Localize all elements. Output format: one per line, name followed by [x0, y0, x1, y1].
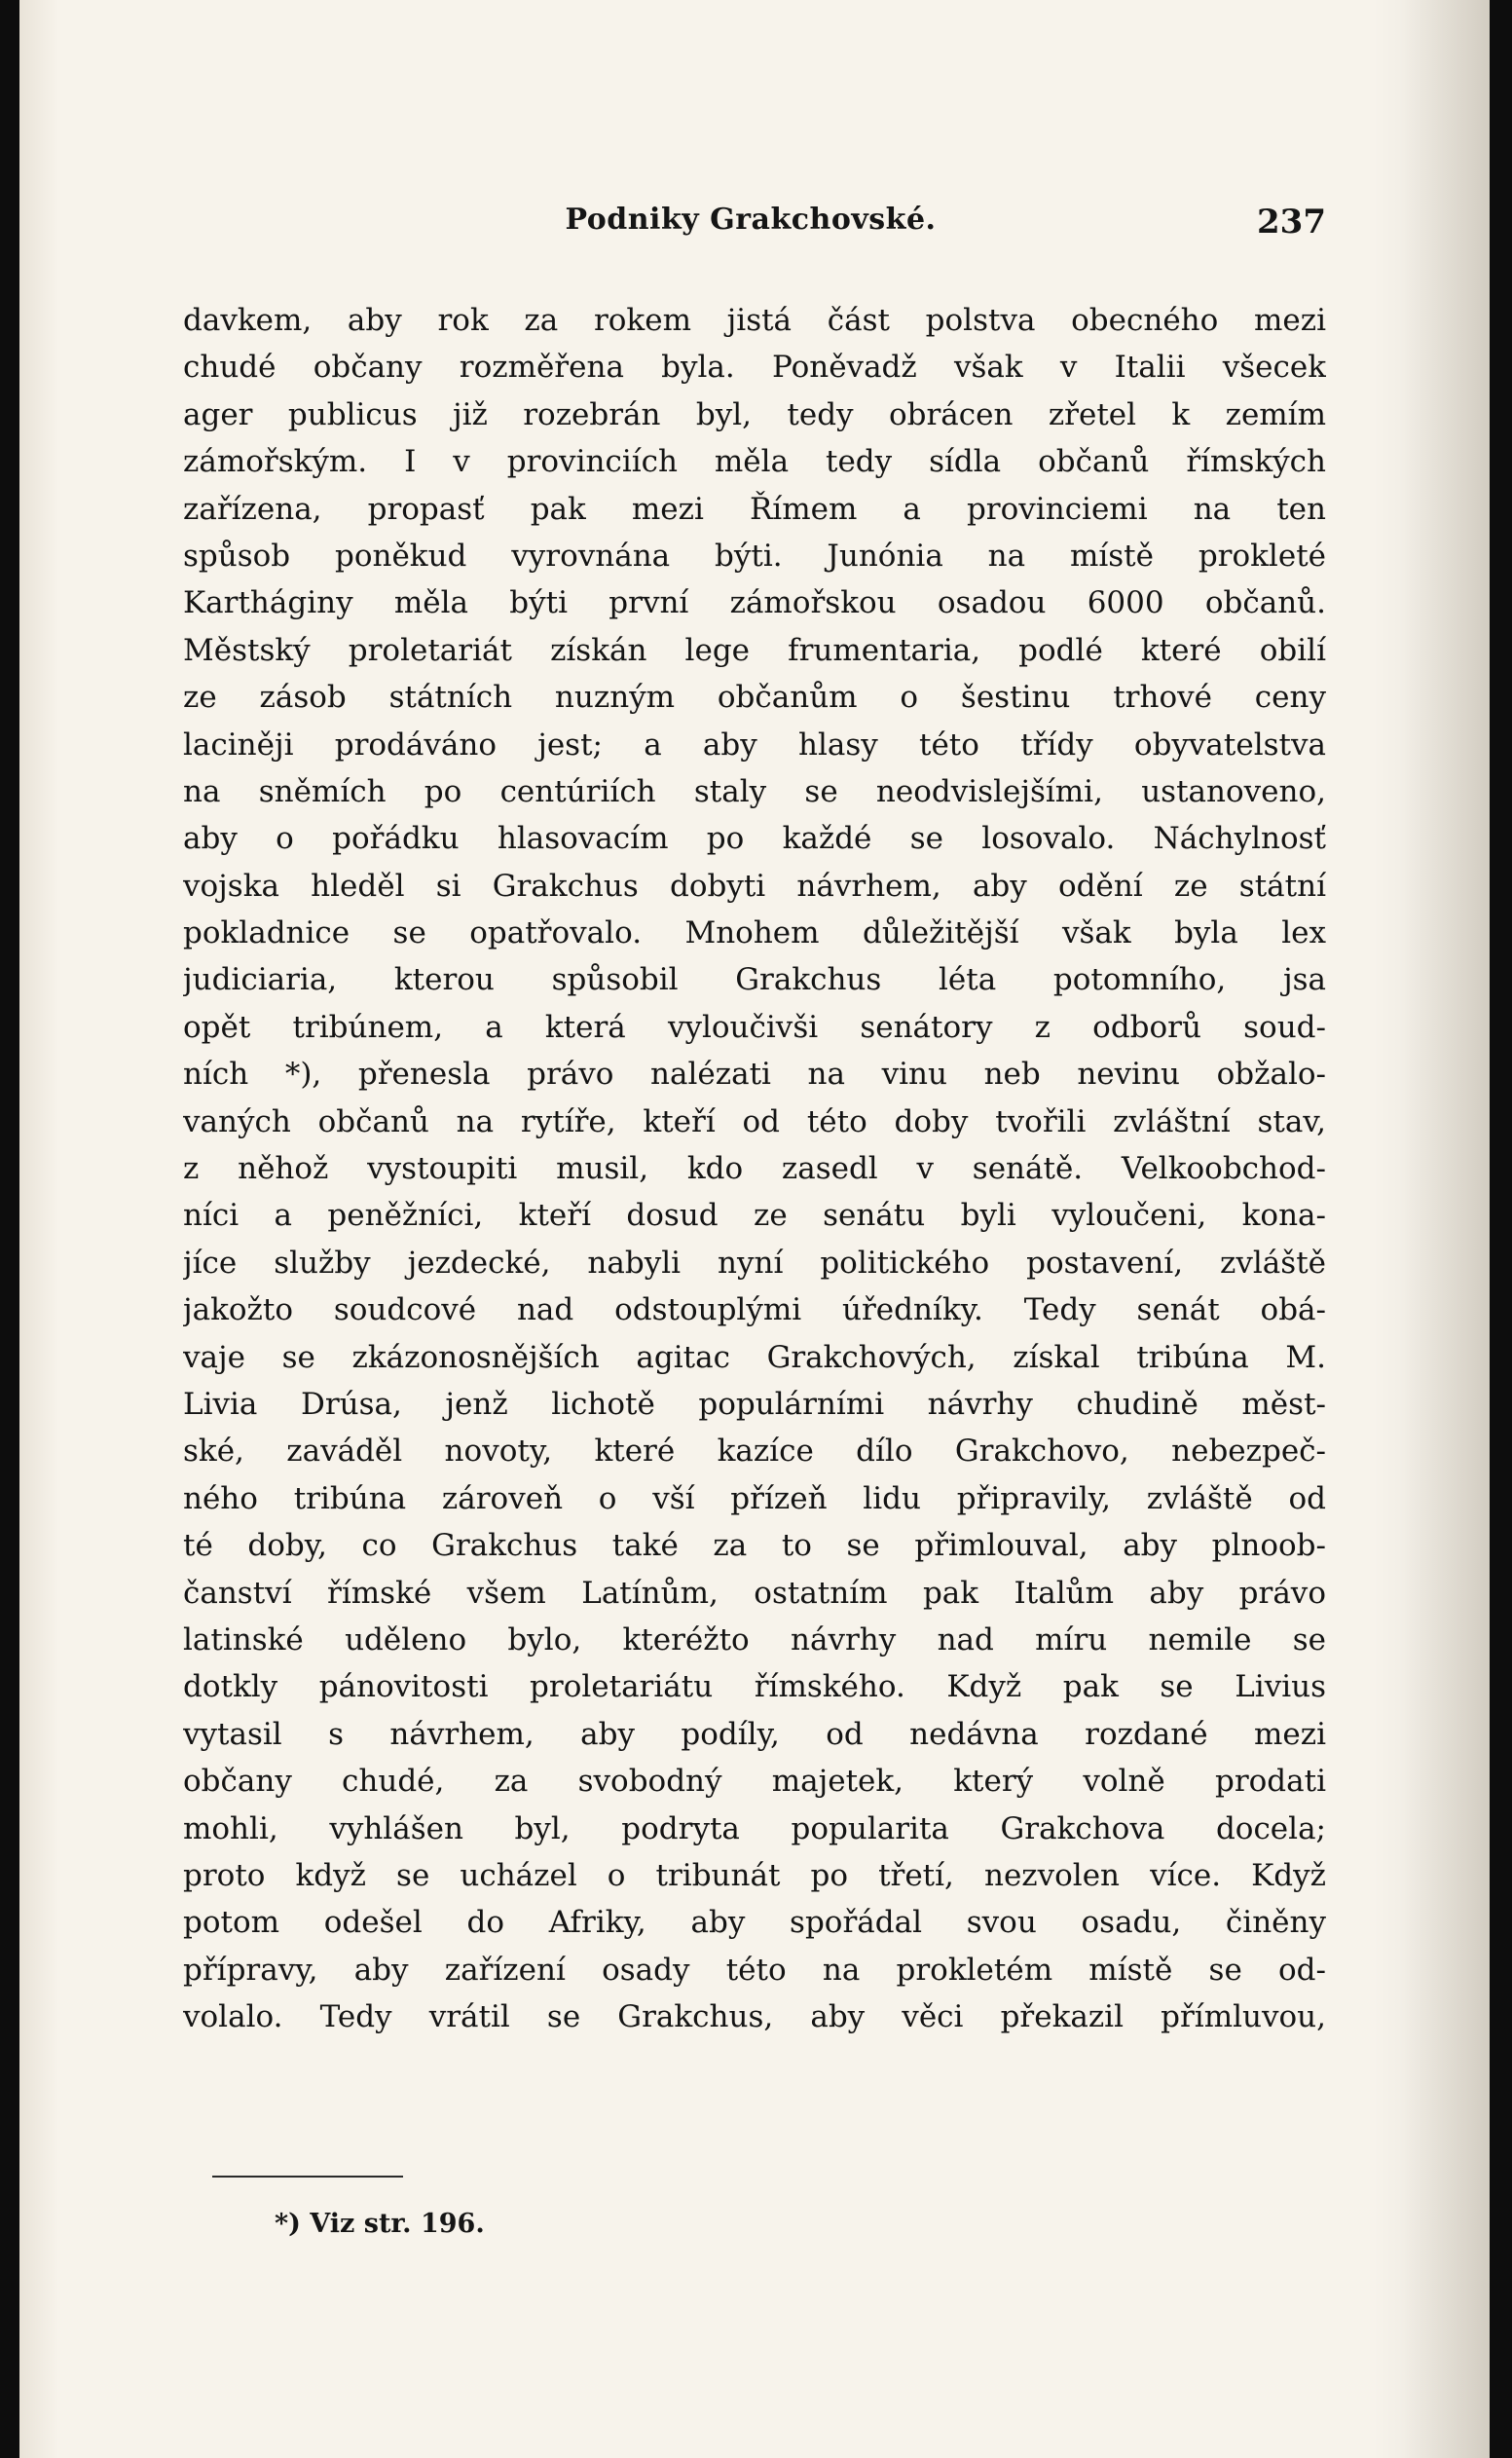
text-line: Městský proletariát získán lege frumentaria, podlé které obilí: [183, 632, 1326, 668]
text-line: proto když se ucházel o tribunát po třetí, nezvolen více. Když: [183, 1857, 1326, 1893]
body-text: [183, 297, 1326, 2040]
text-line: ské, zaváděl novoty, které kazíce dílo Grakchovo, nebezpeč-: [183, 1434, 1326, 1470]
text-line: potom odešel do Afriky, aby spořádal svou osadu, činěny: [183, 1905, 1326, 1941]
text-line: níci a peněžníci, kteří dosud ze senátu byli vyloučeni, kona-: [183, 1198, 1326, 1234]
text-line: Livia Drúsa, jenž lichotě populárními návrhy chudině měst-: [183, 1386, 1326, 1422]
text-line: vojska hleděl si Grakchus dobyti návrhem, aby odění ze státní: [183, 868, 1326, 904]
running-header: [175, 203, 1326, 249]
text-line: aby o pořádku hlasovacím po každé se losovalo. Náchylnosť: [183, 821, 1326, 857]
text-line: volalo. Tedy vrátil se Grakchus, aby věci překazil přímluvou,: [183, 1999, 1326, 2035]
text-line: zámořským. I v provinciích měla tedy sídla občanů římských: [183, 444, 1326, 480]
text-line: Kartháginy měla býti první zámořskou osadou 6000 občanů.: [183, 585, 1326, 621]
text-line: přípravy, aby zařízení osady této na prokletém místě se od-: [183, 1952, 1326, 1988]
text-line: opět tribúnem, a která vyloučivši senátory z odborů soud-: [183, 1009, 1326, 1045]
text-line: vaje se zkázonosnějších agitac Grakchových, získal tribúna M.: [183, 1339, 1326, 1375]
text-line: davkem, aby rok za rokem jistá část polstva obecného mezi: [183, 303, 1326, 338]
text-line: jíce služby jezdecké, nabyli nyní politického postavení, zvláště: [183, 1245, 1326, 1281]
text-line: občany chudé, za svobodný majetek, který volně prodati: [183, 1764, 1326, 1800]
book-page: [19, 0, 1490, 2458]
text-line: pokladnice se opatřovalo. Mnohem důležitější však byla lex: [183, 915, 1326, 951]
text-line: laciněji prodáváno jest; a aby hlasy této třídy obyvatelstva: [183, 726, 1326, 763]
text-line: jakožto soudcové nad odstouplými úředníky. Tedy senát obá-: [183, 1292, 1326, 1328]
text-line: na sněmích po centúriích staly se neodvislejšími, ustanoveno,: [183, 773, 1326, 809]
text-line: zařízena, propasť pak mezi Římem a provinciemi na ten: [183, 491, 1326, 527]
text-line: ager publicus již rozebrán byl, tedy obrácen zřetel k zemím: [183, 396, 1326, 432]
footnote-rule: [212, 2176, 403, 2178]
text-line: ného tribúna zároveň o vší přízeň lidu připravily, zvláště od: [183, 1480, 1326, 1516]
text-line: vytasil s návrhem, aby podíly, od nedávna rozdané mezi: [183, 1716, 1326, 1752]
text-line: ních *), přenesla právo nalézati na vinu neb nevinu obžalo-: [183, 1057, 1326, 1093]
text-line: z něhož vystoupiti musil, kdo zasedl v senátě. Velkoobchod-: [183, 1151, 1326, 1187]
footnote: *) Viz str. 196.: [275, 2209, 485, 2239]
text-line: té doby, co Grakchus také za to se přimlouval, aby plnoob-: [183, 1528, 1326, 1564]
text-line: spůsob poněkud vyrovnána býti. Junónia na místě prokleté: [183, 538, 1326, 574]
header-title: Podniky Grakchovské.: [565, 203, 937, 237]
text-line: judiciaria, kterou spůsobil Grakchus léta potomního, jsa: [183, 962, 1326, 998]
text-line: dotkly pánovitosti proletariátu římského. Když pak se Livius: [183, 1669, 1326, 1705]
text-line: chudé občany rozměřena byla. Poněvadž však v Italii všecek: [183, 350, 1326, 386]
page-number: 237: [1257, 203, 1326, 242]
text-line: ze zásob státních nuzným občanům o šestinu trhové ceny: [183, 680, 1326, 716]
text-line: vaných občanů na rytíře, kteří od této doby tvořili zvláštní stav,: [183, 1103, 1326, 1139]
page-edge-shadow: [1373, 0, 1490, 2458]
text-line: čanství římské všem Latínům, ostatním pak Italům aby právo: [183, 1575, 1326, 1611]
text-line: mohli, vyhlášen byl, podryta popularita Grakchova docela;: [183, 1810, 1326, 1846]
text-line: latinské uděleno bylo, kteréžto návrhy nad míru nemile se: [183, 1621, 1326, 1657]
